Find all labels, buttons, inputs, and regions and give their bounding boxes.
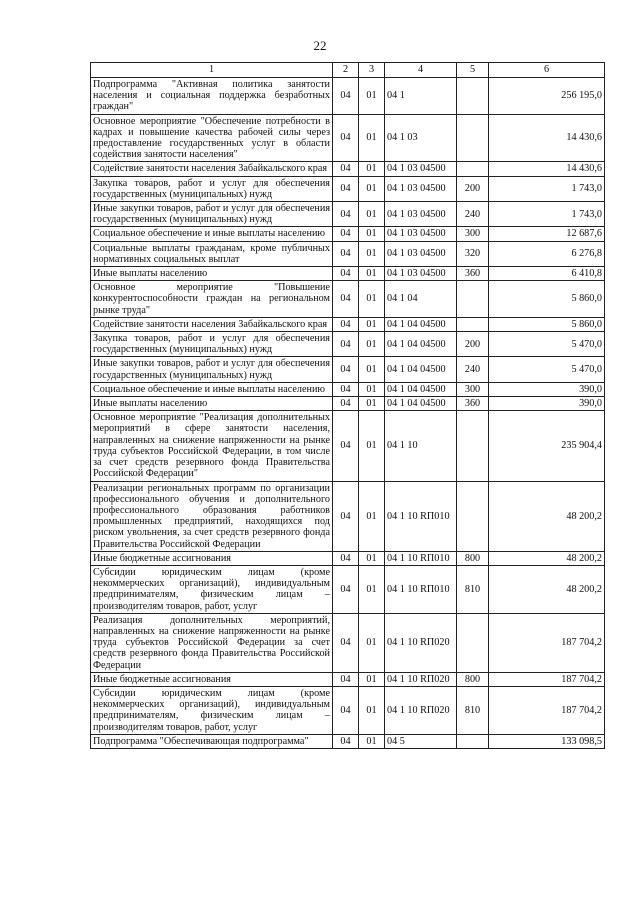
expense-type-code: 240	[457, 357, 489, 382]
table-row	[91, 227, 605, 241]
target-article-code: 04 1 10 RП020	[385, 686, 457, 734]
table-row	[91, 382, 605, 396]
table-row	[91, 267, 605, 281]
section-code: 04	[333, 202, 359, 227]
expense-type-code: 800	[457, 551, 489, 565]
item-name: Закупка товаров, работ и услуг для обеспечения государственных (муниципальных) нужд	[91, 176, 333, 201]
amount: 48 200,2	[489, 551, 605, 565]
section-code: 04	[333, 317, 359, 331]
item-name: Иные выплаты населению	[91, 397, 333, 411]
amount: 5 470,0	[489, 357, 605, 382]
table-row	[91, 397, 605, 411]
item-name: Социальное обеспечение и иные выплаты населению	[91, 227, 333, 241]
subsection-code: 01	[359, 267, 385, 281]
expense-type-code	[457, 481, 489, 551]
section-code: 04	[333, 551, 359, 565]
section-code: 04	[333, 565, 359, 613]
item-name: Содействие занятости населения Забайкальского края	[91, 317, 333, 331]
amount: 133 098,5	[489, 734, 605, 748]
subsection-code: 01	[359, 162, 385, 176]
table-row	[91, 317, 605, 331]
target-article-code: 04 1 03 04500	[385, 176, 457, 201]
section-code: 04	[333, 382, 359, 396]
item-name: Основное мероприятие "Обеспечение потребности в кадрах и повышение качества рабочей силы через предоставление государственных услуг в области содействия занятости населения"	[91, 114, 333, 162]
section-code: 04	[333, 411, 359, 481]
amount: 390,0	[489, 382, 605, 396]
subsection-code: 01	[359, 382, 385, 396]
table-row	[91, 613, 605, 672]
item-name: Подпрограмма "Обеспечивающая подпрограмма"	[91, 734, 333, 748]
amount: 14 430,6	[489, 114, 605, 162]
table-header-row	[91, 63, 605, 78]
page-number: 22	[313, 38, 327, 53]
target-article-code: 04 1 10 RП010	[385, 565, 457, 613]
expense-type-code: 360	[457, 397, 489, 411]
amount: 390,0	[489, 397, 605, 411]
table-row	[91, 481, 605, 551]
target-article-code: 04 1 04 04500	[385, 397, 457, 411]
expense-type-code: 800	[457, 672, 489, 686]
budget-table	[90, 62, 605, 749]
section-code: 04	[333, 114, 359, 162]
table-row	[91, 176, 605, 201]
section-code: 04	[333, 613, 359, 672]
item-name: Субсидии юридическим лицам (кроме некоммерческих организаций), индивидуальным предпринимателям, физическим лицам – производителям товаров, работ, услуг	[91, 686, 333, 734]
section-code: 04	[333, 227, 359, 241]
table-row	[91, 241, 605, 266]
subsection-code: 01	[359, 227, 385, 241]
item-name: Иные бюджетные ассигнования	[91, 672, 333, 686]
item-name: Основное мероприятие "Реализация дополнительных мероприятий в сфере занятости населения, направленных на снижение напряженности на рынке труда субъектов Российской Федерации, в том числе за счет средств резервного фонда Правительства Российской Федерации"	[91, 411, 333, 481]
target-article-code: 04 1 04 04500	[385, 332, 457, 357]
expense-type-code	[457, 281, 489, 318]
expense-type-code	[457, 317, 489, 331]
target-article-code: 04 1 03 04500	[385, 162, 457, 176]
item-name: Реализация дополнительных мероприятий, направленных на снижение напряженности на рынке труда субъектов Российской Федерации за счет средств резервного фонда Правительства Российской Федерации	[91, 613, 333, 672]
item-name: Закупка товаров, работ и услуг для обеспечения государственных (муниципальных) нужд	[91, 332, 333, 357]
table-row	[91, 565, 605, 613]
item-name: Основное мероприятие "Повышение конкурентоспособности граждан на региональном рынке труда"	[91, 281, 333, 318]
subsection-code: 01	[359, 332, 385, 357]
target-article-code: 04 1 10 RП010	[385, 481, 457, 551]
column-header: 3	[359, 63, 385, 78]
section-code: 04	[333, 481, 359, 551]
target-article-code: 04 1 03 04500	[385, 267, 457, 281]
target-article-code: 04 1 03 04500	[385, 241, 457, 266]
amount: 235 904,4	[489, 411, 605, 481]
target-article-code: 04 1 10	[385, 411, 457, 481]
item-name: Реализации региональных программ по организации профессионального обучения и дополнительного профессионального образования работников промышленных предприятий, находящихся под риском увольнения, за счет средств резервного фонда Правительства Российской Федерации	[91, 481, 333, 551]
item-name: Иные закупки товаров, работ и услуг для обеспечения государственных (муниципальных) нужд	[91, 202, 333, 227]
target-article-code: 04 1 03 04500	[385, 202, 457, 227]
amount: 187 704,2	[489, 686, 605, 734]
table-row	[91, 162, 605, 176]
table-row	[91, 551, 605, 565]
target-article-code: 04 1 03 04500	[385, 227, 457, 241]
expense-type-code: 300	[457, 227, 489, 241]
section-code: 04	[333, 357, 359, 382]
table-row	[91, 332, 605, 357]
expense-type-code	[457, 734, 489, 748]
item-name: Субсидии юридическим лицам (кроме некоммерческих организаций), индивидуальным предпринимателям, физическим лицам – производителям товаров, работ, услуг	[91, 565, 333, 613]
amount: 5 470,0	[489, 332, 605, 357]
table-row	[91, 114, 605, 162]
column-header: 5	[457, 63, 489, 78]
target-article-code: 04 5	[385, 734, 457, 748]
amount: 1 743,0	[489, 176, 605, 201]
table-row	[91, 357, 605, 382]
section-code: 04	[333, 241, 359, 266]
amount: 12 687,6	[489, 227, 605, 241]
section-code: 04	[333, 162, 359, 176]
amount: 187 704,2	[489, 613, 605, 672]
section-code: 04	[333, 332, 359, 357]
item-name: Иные закупки товаров, работ и услуг для обеспечения государственных (муниципальных) нужд	[91, 357, 333, 382]
subsection-code: 01	[359, 397, 385, 411]
column-header: 6	[489, 63, 605, 78]
subsection-code: 01	[359, 686, 385, 734]
target-article-code: 04 1 04	[385, 281, 457, 318]
column-header: 1	[91, 63, 333, 78]
column-header: 2	[333, 63, 359, 78]
target-article-code: 04 1 10 RП020	[385, 613, 457, 672]
amount: 6 410,8	[489, 267, 605, 281]
item-name: Социальное обеспечение и иные выплаты населению	[91, 382, 333, 396]
expense-type-code: 810	[457, 686, 489, 734]
expense-type-code: 300	[457, 382, 489, 396]
expense-type-code: 200	[457, 332, 489, 357]
item-name: Содействие занятости населения Забайкальского края	[91, 162, 333, 176]
subsection-code: 01	[359, 551, 385, 565]
amount: 1 743,0	[489, 202, 605, 227]
amount: 48 200,2	[489, 481, 605, 551]
table-row	[91, 686, 605, 734]
amount: 5 860,0	[489, 317, 605, 331]
column-header: 4	[385, 63, 457, 78]
subsection-code: 01	[359, 114, 385, 162]
section-code: 04	[333, 734, 359, 748]
section-code: 04	[333, 686, 359, 734]
expense-type-code	[457, 411, 489, 481]
table-row	[91, 411, 605, 481]
expense-type-code	[457, 613, 489, 672]
expense-type-code: 810	[457, 565, 489, 613]
section-code: 04	[333, 78, 359, 115]
table-row	[91, 734, 605, 748]
table-body	[91, 78, 605, 749]
target-article-code: 04 1	[385, 78, 457, 115]
target-article-code: 04 1 04 04500	[385, 382, 457, 396]
expense-type-code	[457, 114, 489, 162]
target-article-code: 04 1 04 04500	[385, 357, 457, 382]
subsection-code: 01	[359, 613, 385, 672]
section-code: 04	[333, 281, 359, 318]
subsection-code: 01	[359, 411, 385, 481]
subsection-code: 01	[359, 241, 385, 266]
amount: 256 195,0	[489, 78, 605, 115]
section-code: 04	[333, 267, 359, 281]
table-row	[91, 202, 605, 227]
expense-type-code	[457, 162, 489, 176]
item-name: Социальные выплаты гражданам, кроме публичных нормативных социальных выплат	[91, 241, 333, 266]
expense-type-code	[457, 78, 489, 115]
expense-type-code: 320	[457, 241, 489, 266]
section-code: 04	[333, 672, 359, 686]
table-row	[91, 672, 605, 686]
expense-type-code: 200	[457, 176, 489, 201]
expense-type-code: 240	[457, 202, 489, 227]
amount: 48 200,2	[489, 565, 605, 613]
target-article-code: 04 1 04 04500	[385, 317, 457, 331]
subsection-code: 01	[359, 734, 385, 748]
table-row	[91, 78, 605, 115]
table-row	[91, 281, 605, 318]
subsection-code: 01	[359, 357, 385, 382]
subsection-code: 01	[359, 176, 385, 201]
subsection-code: 01	[359, 281, 385, 318]
target-article-code: 04 1 10 RП010	[385, 551, 457, 565]
expense-type-code: 360	[457, 267, 489, 281]
amount: 187 704,2	[489, 672, 605, 686]
target-article-code: 04 1 03	[385, 114, 457, 162]
section-code: 04	[333, 397, 359, 411]
amount: 14 430,6	[489, 162, 605, 176]
subsection-code: 01	[359, 481, 385, 551]
amount: 6 276,8	[489, 241, 605, 266]
section-code: 04	[333, 176, 359, 201]
subsection-code: 01	[359, 78, 385, 115]
subsection-code: 01	[359, 317, 385, 331]
item-name: Иные бюджетные ассигнования	[91, 551, 333, 565]
target-article-code: 04 1 10 RП020	[385, 672, 457, 686]
item-name: Иные выплаты населению	[91, 267, 333, 281]
subsection-code: 01	[359, 202, 385, 227]
amount: 5 860,0	[489, 281, 605, 318]
item-name: Подпрограмма "Активная политика занятости населения и социальная поддержка безработных граждан"	[91, 78, 333, 115]
subsection-code: 01	[359, 672, 385, 686]
subsection-code: 01	[359, 565, 385, 613]
